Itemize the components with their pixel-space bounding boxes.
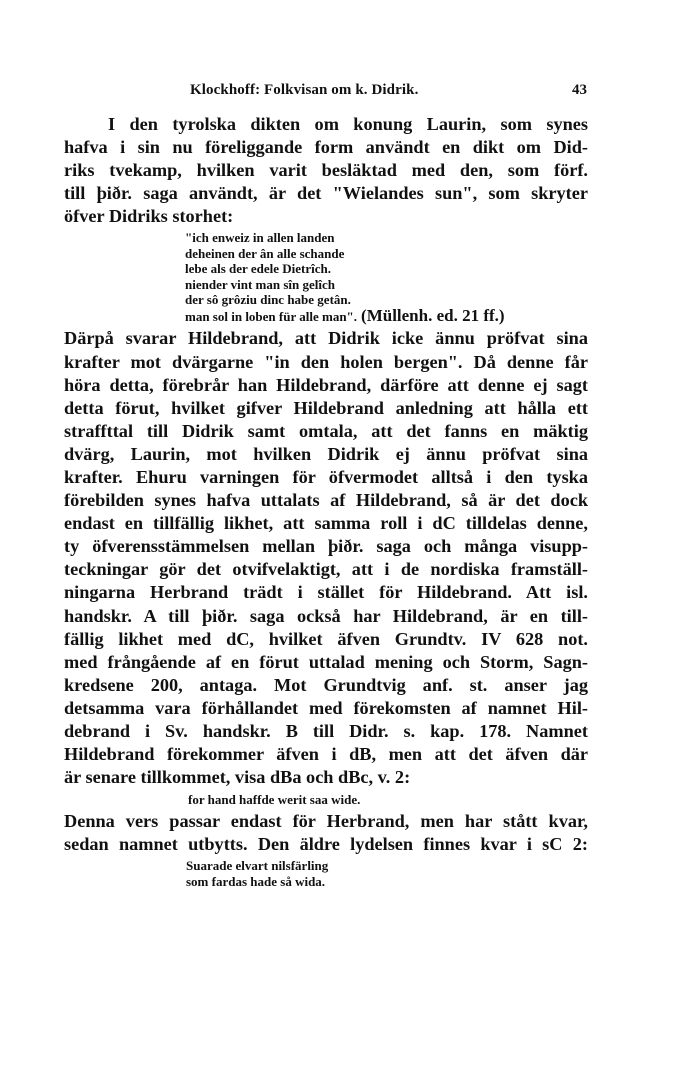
page-number: 43 bbox=[572, 82, 587, 98]
verse-quote bbox=[186, 856, 588, 891]
text-line: straffttal till Didrik samt omtala, att det fanns en mäktig bbox=[64, 420, 588, 441]
text-line: handskr. A till þiðr. saga också har Hildebrand, är en till- bbox=[64, 605, 588, 626]
verse-quote bbox=[185, 228, 588, 327]
text-line: teckningar gör det otvifvelaktigt, att i de nordiska framställ- bbox=[64, 559, 588, 580]
text-line: ty öfverensstämmelsen mellan þiðr. saga och många visupp- bbox=[64, 536, 588, 557]
verse-line: der sô grôziu dinc habe getân. bbox=[185, 292, 351, 308]
paragraph bbox=[64, 113, 588, 228]
paragraph bbox=[64, 810, 588, 856]
text-line: detsamma vara förhållandet med förekomsten af namnet Hil- bbox=[64, 697, 588, 718]
running-header bbox=[64, 82, 587, 104]
text-line: Därpå svarar Hildebrand, att Didrik icke ännu pröfvat sina bbox=[64, 328, 588, 349]
text-line: förebilden synes hafva uttalats af Hildebrand, så är det dock bbox=[64, 490, 588, 511]
text-line: ningarna Herbrand trädt i stället för Hildebrand. Att isl. bbox=[64, 582, 588, 603]
verse-line: lebe als der edele Dietrîch. bbox=[185, 261, 331, 277]
text-line: riks tvekamp, hvilken varit besläktad med den, som förf. bbox=[64, 160, 588, 181]
verse-line: man sol in loben für alle man". bbox=[185, 309, 358, 325]
text-line: fällig likhet med dC, hvilket äfven Grundtv. IV 628 not. bbox=[64, 628, 588, 649]
verse-line: Suarade elvart nilsfärling bbox=[186, 858, 329, 874]
text-line: endast en tillfällig likhet, att samma roll i dC tilldelas denne, bbox=[64, 513, 588, 534]
source-reference: (Müllenh. ed. 21 ff.) bbox=[361, 306, 505, 326]
verse-line: deheinen der ân alle schande bbox=[185, 245, 345, 261]
verse-line: "ich enweiz in allen landen bbox=[185, 230, 335, 246]
text-line: sedan namnet utbytts. Den äldre lydelsen finnes kvar i sC 2: bbox=[64, 834, 588, 855]
paragraph bbox=[64, 327, 588, 789]
text-line: är senare tillkommet, visa dBa och dBc, v. 2: bbox=[64, 767, 411, 788]
verse-line: niender vint man sîn gelîch bbox=[185, 276, 336, 292]
verse-line: som fardas hade så wida. bbox=[186, 873, 326, 889]
text-line: detta förut, hvilket gifver Hildebrand anledning att hålla ett bbox=[64, 397, 588, 418]
text-line: höra detta, förebrår han Hildebrand, därföre att denne ej sagt bbox=[64, 374, 588, 395]
text-line: till þiðr. saga användt, är det "Wielandes sun", som skryter bbox=[64, 183, 588, 204]
body-text bbox=[64, 113, 588, 891]
text-line: kredsene 200, antaga. Mot Grundtvig anf. st. anser jag bbox=[64, 674, 588, 695]
text-line: dvärg, Laurin, mot hvilken Didrik ej ännu pröfvat sina bbox=[64, 443, 588, 464]
text-line: debrand i Sv. handskr. B till Didr. s. kap. 178. Namnet bbox=[64, 721, 588, 742]
verse-line-with-reference bbox=[185, 307, 588, 325]
text-line: Hildebrand förekommer äfven i dB, men att det äfven där bbox=[64, 744, 588, 765]
text-line: krafter. Ehuru varningen för öfvermodet alltså i den tyska bbox=[64, 466, 588, 487]
text-line: Denna vers passar endast för Herbrand, men har stått kvar, bbox=[64, 811, 588, 832]
text-line: med frångående af en förut uttalad mening och Storm, Sagn- bbox=[64, 651, 588, 672]
text-line: krafter mot dvärgarne "in den holen bergen". Då denne får bbox=[64, 351, 588, 372]
text-line: öfver Didriks storhet: bbox=[64, 206, 234, 227]
text-line: hafva i sin nu föreliggande form användt en dikt om Did- bbox=[64, 137, 588, 158]
text-line: I den tyrolska dikten om konung Laurin, som synes bbox=[108, 114, 588, 134]
verse-quote: for hand haffde werit saa wide. bbox=[188, 792, 361, 808]
running-title: Klockhoff: Folkvisan om k. Didrik. bbox=[190, 82, 419, 98]
